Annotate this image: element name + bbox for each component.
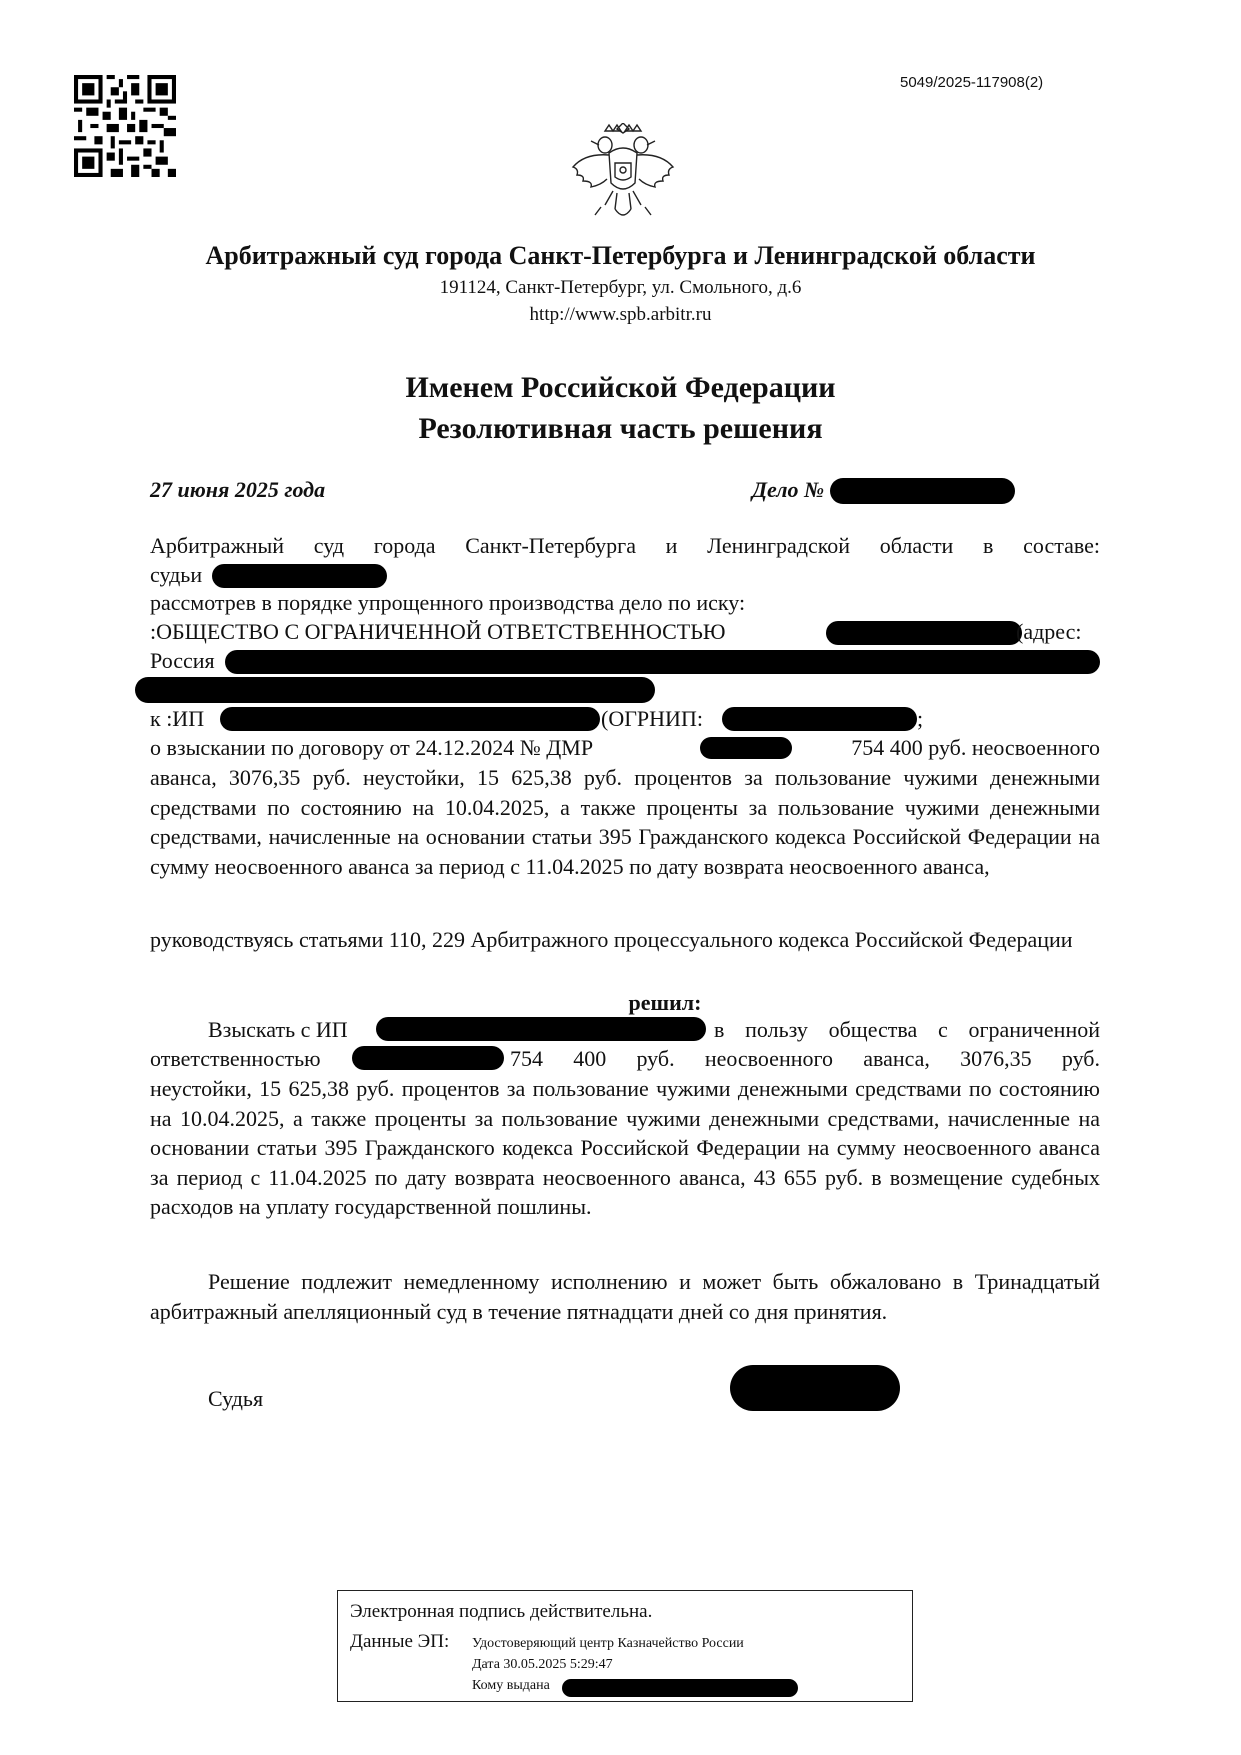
plaintiff-prefix: :ОБЩЕСТВО С ОГРАНИЧЕННОЙ ОТВЕТСТВЕННОСТЬЮ	[150, 619, 726, 644]
decision-p1-rest: неустойки, 15 625,38 руб. процентов за пользование чужими денежными средствами по состоянию на 10.04.2025, а также проценты за пользование чужими денежными средствами, начисленные на основании статьи 395 Гражданского кодекса Российской Федерации на сумму неосвоенного аванса за период с 11.04.2025 по дату возврата неосвоенного аванса, 43 655 руб. в возмещение судебных расходов на уплату государственной пошлины.	[150, 1076, 1100, 1219]
qr-code-icon	[74, 75, 176, 177]
court-website-link[interactable]: http://www.spb.arbitr.ru	[529, 304, 712, 325]
claim-amount: 754 400 руб. неосвоенного	[851, 735, 1100, 760]
signature-data-label: Данные ЭП:	[350, 1631, 450, 1652]
document-subtitle: Резолютивная часть решения	[418, 412, 823, 445]
decision-p1-line2-suffix: 754 400 руб. неосвоенного аванса, 3076,35 руб.	[510, 1046, 1100, 1071]
redacted-contract-number	[700, 737, 792, 759]
intro-line-1: Арбитражный суд города Санкт-Петербурга и Ленинградской области в составе:	[150, 533, 1100, 558]
electronic-signature-box	[337, 1590, 913, 1702]
decision-p1-line2-prefix: ответственностью	[150, 1046, 321, 1071]
intro-line-3: рассмотрев в порядке упрощенного производства дело по иску:	[150, 590, 746, 615]
ogrnip-suffix: ;	[917, 706, 924, 731]
redacted-judge-signature	[730, 1365, 900, 1411]
redacted-plaintiff-name	[826, 621, 1022, 645]
redacted-plaintiff-address-cont	[135, 677, 655, 703]
document-title: Именем Российской Федерации	[405, 371, 836, 404]
redacted-case-number	[830, 478, 1015, 504]
defendant-prefix: к :ИП	[150, 706, 205, 731]
redacted-judge-name	[212, 564, 387, 588]
judge-prefix: судьи	[150, 562, 203, 587]
guided-by-text: руководствуясь статьями 110, 229 Арбитражного процессуального кодекса Российской Федерации	[150, 927, 1073, 952]
redacted-plaintiff-name-2	[352, 1046, 504, 1070]
decision-heading: решил:	[628, 990, 702, 1015]
signature-issued-to: Кому выдана	[472, 1678, 550, 1693]
decision-p1-after-name: в пользу общества с ограниченной	[714, 1017, 1100, 1042]
redacted-plaintiff-address	[225, 650, 1100, 674]
claim-prefix: о взыскании по договору от 24.12.2024 № ДМР	[150, 735, 594, 760]
court-name: Арбитражный суд города Санкт-Петербурга и Ленинградской области	[205, 241, 1036, 270]
redacted-defendant-name	[220, 707, 600, 731]
russian-coat-of-arms-icon	[565, 123, 681, 226]
address-prefix: (адрес:	[1016, 619, 1082, 644]
redacted-ogrnip	[722, 707, 917, 731]
decision-p2: Решение подлежит немедленному исполнению и может быть обжаловано в Тринадцатый арбитражный апелляционный суд в течение пятнадцати дней со дня принятия.	[150, 1269, 1100, 1324]
signature-valid-text: Электронная подпись действительна.	[350, 1601, 653, 1622]
signature-date: Дата 30.05.2025 5:29:47	[472, 1657, 613, 1672]
decision-p1-prefix: Взыскать с ИП	[208, 1017, 348, 1042]
case-code: 5049/2025-117908(2)	[900, 74, 1044, 91]
plaintiff-country: Россия	[150, 648, 215, 673]
court-address: 191124, Санкт-Петербург, ул. Смольного, д.6	[439, 277, 802, 298]
claim-text: аванса, 3076,35 руб. неустойки, 15 625,38 руб. процентов за пользование чужими денежными средствами по состоянию на 10.04.2025, а также проценты за пользование чужими денежными средствами, начисленные на основании статьи 395 Гражданского кодекса Российской Федерации на сумму неосвоенного аванса за период с 11.04.2025 по дату возврата неосвоенного аванса,	[150, 765, 1100, 879]
judge-label: Судья	[208, 1386, 264, 1411]
signature-issuer: Удостоверяющий центр Казначейство России	[472, 1636, 744, 1651]
redacted-signature-owner	[562, 1679, 798, 1697]
ogrnip-label: (ОГРНИП:	[601, 706, 703, 731]
redacted-defendant-name-2	[376, 1017, 706, 1041]
case-number-label: Дело №	[752, 477, 825, 502]
decision-date: 27 июня 2025 года	[150, 477, 326, 502]
